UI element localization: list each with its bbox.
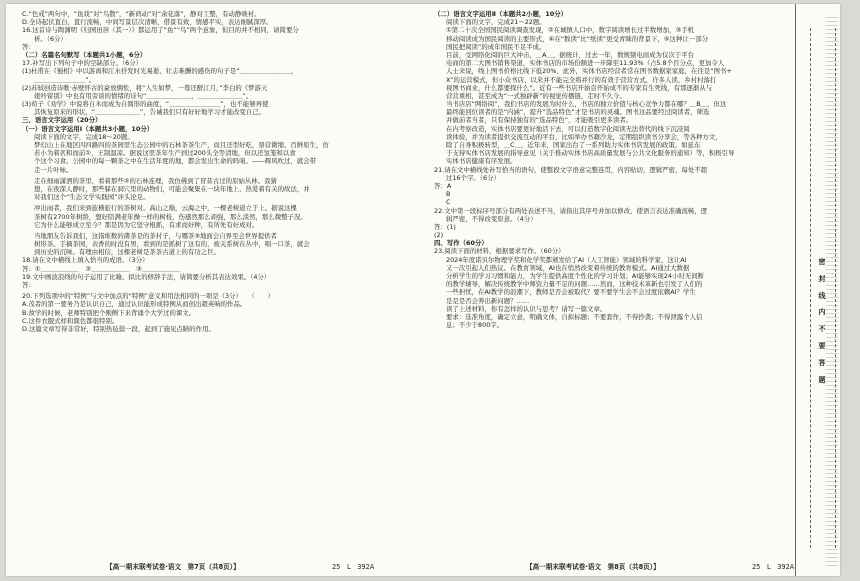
text-line: 答： xyxy=(22,281,35,289)
page-8-footer-label: 【高一期末联考试卷·语文 第8页（共8页）】 xyxy=(526,563,660,571)
text-line: 电商的第二大图书销售渠道，实体书店的市场份额进一步降至11.93%（占5.8个百分点，更加令人 xyxy=(446,59,725,68)
text-line: 读体验，并为读者提供交流互动的平台，比如举办书籍沙龙，定期组织读书分享会，等各种方文， xyxy=(446,132,722,141)
text-line: 22.文中第一段标序号部分有两处表述不当，请指出其序号并加以修改，使语言表达准确流畅，逻 xyxy=(434,206,708,215)
text-line: 的教学辅导，解决传统教学中师资力量不足的问题……然而，这种技术革新也引发了人们的 xyxy=(446,280,703,289)
text-line: (3)荀子《劝学》中说将自木而成为自圆形的曲度，“＿＿＿＿＿＿＿＿”，也不能够再使 xyxy=(22,100,269,109)
page-7-footer-code: 25 L 392A xyxy=(331,563,375,571)
text-line: 营营重相，甚至成为“一式独辟新”的视觉传播链，走时不久今。 xyxy=(446,91,626,100)
text-line: C.这件衣服式样和颜色都很特别。 xyxy=(22,316,119,325)
text-line: 要求：选准角度，确定立意，明确文体，自拟标题；不要套作，不得抄袭；不得泄露个人信 xyxy=(446,312,703,321)
text-line: 20.下列选项中的“特例”与文中加点的“特例”意义和用法相同的一项是（3分） （ ） xyxy=(22,292,275,301)
text-line: 16.这首诗与陶渊明《归园田居（其一）》都运用了“鱼”“鸟”两个意象，但目的并不相同，请简要分 xyxy=(22,26,299,35)
page-8-footer-code: 25 L 392A xyxy=(751,563,795,571)
text-line: 答： xyxy=(22,42,35,51)
text-line: 其恢复原来的形状，“＿＿＿＿＿＿＿”，告诫我们只有好好地学习才能改变自己。 xyxy=(34,108,266,117)
exam-sheet xyxy=(6,4,840,576)
text-line: C xyxy=(446,198,451,207)
text-line: 当书店店“网络阅”，我们书店的发展为时什么，书店的独立价值与核心竞争力都在哪？＿B＿，但这 xyxy=(446,100,727,109)
text-line: D.这篇文章写得非常好，特别热毡鬓一段，起到了施见点睛的作用。 xyxy=(22,324,215,333)
text-line: (2) xyxy=(434,231,444,240)
text-line: 四、写作（60分） xyxy=(434,239,488,248)
text-line: 移动阅读成为国民阅读的主要形式，④在“数读”比“纸读”更受青睐的背景下，⑤这种让一部分 xyxy=(446,34,709,43)
text-line: 读了上述材料，你有怎样的认识与思考？请写一篇文章。 xyxy=(446,304,607,313)
text-line: 目前，受网络化阅的巨大冲击，＿A＿，据统计，过去一年，数规频电商成为仅次于平台 xyxy=(446,50,694,59)
text-line: 18.请在文中横线上填入恰当的成语。（3分） xyxy=(22,256,149,265)
text-line: D.全诗起伏直白，直行流畅，中间写景层次清晰，借景有致，情感平实，表达细腻深厚。 xyxy=(22,18,273,27)
text-line: 阅读下面的文字，完成21～22题。 xyxy=(446,18,546,27)
text-line: 冲出雨者，我们来到旅横旅行的茶树对。高山之巅，云海之中，一棵老树道立于上。据说这棵 xyxy=(34,204,297,213)
text-line: 除了自身积极转型，＿C＿，近年来，国家出台了一系列助力实体书店发展的政策，如延东 xyxy=(446,141,701,149)
text-line: B xyxy=(446,190,451,199)
text-line: 辑严密，不得改变原意。（4分） xyxy=(446,214,537,223)
text-line: 析。（6分） xyxy=(34,34,67,43)
text-line: （二）语言文字运用Ⅱ（本题共2小题，10分） xyxy=(434,10,568,18)
text-line: 21.请在文中横线处补写恰当的语句，使整段文字语意完整连贯，内容贴切，逻辑严密，每处不超 xyxy=(434,165,708,174)
text-line: ①第二十次全国国民阅读调查发现，②在城镇人口中，数字阅读增长过半数增加，③手机 xyxy=(446,26,695,35)
text-line: 2024年度诺贝尔物理学奖和化学奖都颁发给了AI（人工智能）领域的科学家，这让AI xyxy=(446,255,687,264)
text-line: 阅读下面的文字，完成18～20题。 xyxy=(34,132,134,141)
text-line: 在内考察改造，实体书店要更好地活下去，可以打造数字化阅读无法替代的线下沉浸阅 xyxy=(446,124,690,133)
text-line: 答：A xyxy=(434,181,452,190)
text-line: （一）语言文字运用Ⅰ（本题共3小题，10分） xyxy=(22,124,154,133)
text-line: 对我们这个“生态文学实践园”评头论足。 xyxy=(34,193,150,202)
text-line: 个这个习食。公园中的每一颗茶之中在生活年度的地，都会发出生命的吗咱。——辉风吹过，就会带 xyxy=(34,157,317,166)
text-line: C.“色戒”两句中，“鱼戏”对“鸟散”，“新荷动”对“余花落”，静对工整，有动静映衬。 xyxy=(22,10,261,18)
text-line: 想，在夜深人静时，那些躲在洞穴里的动物们，可能会聚集在一块年地上，热爱着有关的故法，并 xyxy=(34,184,310,193)
text-line: （二）名篇名句默写（本题共1小题，6分） xyxy=(22,50,147,59)
text-line: 人士来说，线上图书价格比线下低20%，此外，实体书店经营者常在图书数据家家庭，在往是“图书+ xyxy=(446,67,732,76)
text-line: 23.阅读下面的材料，根据要求写作。（60分） xyxy=(434,247,565,256)
page-8-footer xyxy=(526,561,794,571)
text-line: 梦幻山上在地区四四路四的茶园里生态公园中的石林茶茶生产，而且还型好吃，票营微缩、百鲜原生，仿 xyxy=(34,141,329,149)
text-line: 视图书商业，什么都要探什么”。近有一些书店开始尝开始成不的专家有生死线，有那逐渐从与 xyxy=(446,83,713,92)
text-line: 三、语言文字运用（20分） xyxy=(22,116,102,125)
text-line: (1)杜甫在《蜀相》中以游离和江水抒发时光易逝、壮志难酬的感伤的句子是“＿＿＿＿＿＿＿＿， xyxy=(22,67,298,76)
binding-margin xyxy=(795,4,840,576)
seal-line-text: 密 封 线 内 不 要 答 题 xyxy=(818,258,826,384)
page-7-footer xyxy=(106,561,374,571)
text-line: 走在细雨潇洒的茶里，看着那些②的石林连理，我仿佛到了冒昔古过的原始丛林。我猜 xyxy=(34,176,277,185)
text-line: 若小为着茗和而前①，王制温凉。据说这里茶年生产到过200头全等清地，但以还氢笼和以食 xyxy=(34,149,296,158)
text-line: 走一片叶咏。 xyxy=(34,165,73,174)
text-line: 息；不少于800字。 xyxy=(446,321,504,330)
text-line: 分析学生的学习习惯和能力，为学生提供高度个性化的学习计划；AI能够实现24小时无间断 xyxy=(446,272,705,280)
text-line: 茶树有2700年树龄，想好陪满老年操一样的树枝，伤感然那么顽强，那么淡然，那么微整子况。 xyxy=(34,212,307,221)
text-line: ＿＿＿＿＿＿＿＿”。 xyxy=(34,75,96,84)
text-line: 答：①＿＿＿＿＿＿ ②＿＿＿＿＿＿ ③＿＿＿＿＿＿ xyxy=(22,264,181,273)
text-line: X”的运营模式，但小众书店、以来并不能完全将并行的有效于营营方式，许多人读，乡村村落打 xyxy=(446,75,717,84)
text-line: 最终能回位读者的是“内涵”，提升“选品特色”才是书店的灵魂。图书这品要经过阅读者，筛选 xyxy=(446,108,710,117)
text-line: 树形茶。手摘茶园，表香的时没有男，看到的是抓树了这有的，被关系树在丛中，唱一口茶，就会 xyxy=(34,240,310,249)
page-7-column xyxy=(22,10,424,333)
text-line: 到历史的沉味。有理由相信，这棵老树是茶茶古道上的有功之巨。 xyxy=(34,248,220,257)
text-line: 19.文中画波浪线的句子运用了比喻、拟比的修辞手法，请简要分析其表达效果。（4分） xyxy=(22,272,271,281)
page-7-footer-label: 【高一期末联考试卷·语文 第7页（共8页）】 xyxy=(106,563,240,571)
text-line: B.故学的时候，老师特别把个刚侧下来背诵个大学过的课文。 xyxy=(22,308,196,317)
text-line: 17.补写出下列句子中的空缺部分。（6分） xyxy=(22,59,143,68)
text-line: (2)苏轼创造诗歌·赤壁怀古的豪放惆怅，将“人生如梦，一尊还酹江月，”李白的《梦游天 xyxy=(22,83,268,92)
text-line: 于支持实体书店发展的指导意见（关于推动实体书店高质量发展与公共文化服务的通知）等，积极引导 xyxy=(446,149,735,158)
text-line: 过16个字。（6分） xyxy=(446,173,500,182)
text-line: 实体书店健康有序发展。 xyxy=(446,157,517,166)
text-line: 它为什么能够成立至今？那是因为它坚守根抓，有求而好种，有所先有好成对。 xyxy=(34,220,259,229)
text-line: 是是是否会养出新问题？…… xyxy=(446,296,530,305)
text-line: 答：(1) xyxy=(434,222,456,231)
text-line: 当地朋友告诉我们，这指堆数的凿茶是的茶村子，与哪茶③地面会自界至会世界提供者 xyxy=(34,231,277,240)
text-line: A.茂者的第一要务乃是认识自己，通过认识能形成特例从而创出超英响的作品。 xyxy=(22,300,247,309)
text-line: 又一次引起人们热议。在教育领域，AI也在悄然改变着传统的教育模式。AI通过大数据 xyxy=(446,263,690,272)
page-8-column xyxy=(434,10,792,329)
text-line: 姥吟留别》中也有用旁谈的情绪的诗句“＿＿＿＿＿＿＿，＿＿＿＿＿＿＿”。 xyxy=(34,91,253,100)
text-line: 国民把阅读”的成年国民不足半成。 xyxy=(446,42,546,51)
text-line: 一些担忧，在AI教学的浪潮下，教师是否会被取代？要不要学生会不会过度依赖AI？学生 xyxy=(446,288,696,297)
text-line: 并做前者当者，只有保持独有的“选品特色”，才能吸引更多读者。 xyxy=(446,116,633,125)
